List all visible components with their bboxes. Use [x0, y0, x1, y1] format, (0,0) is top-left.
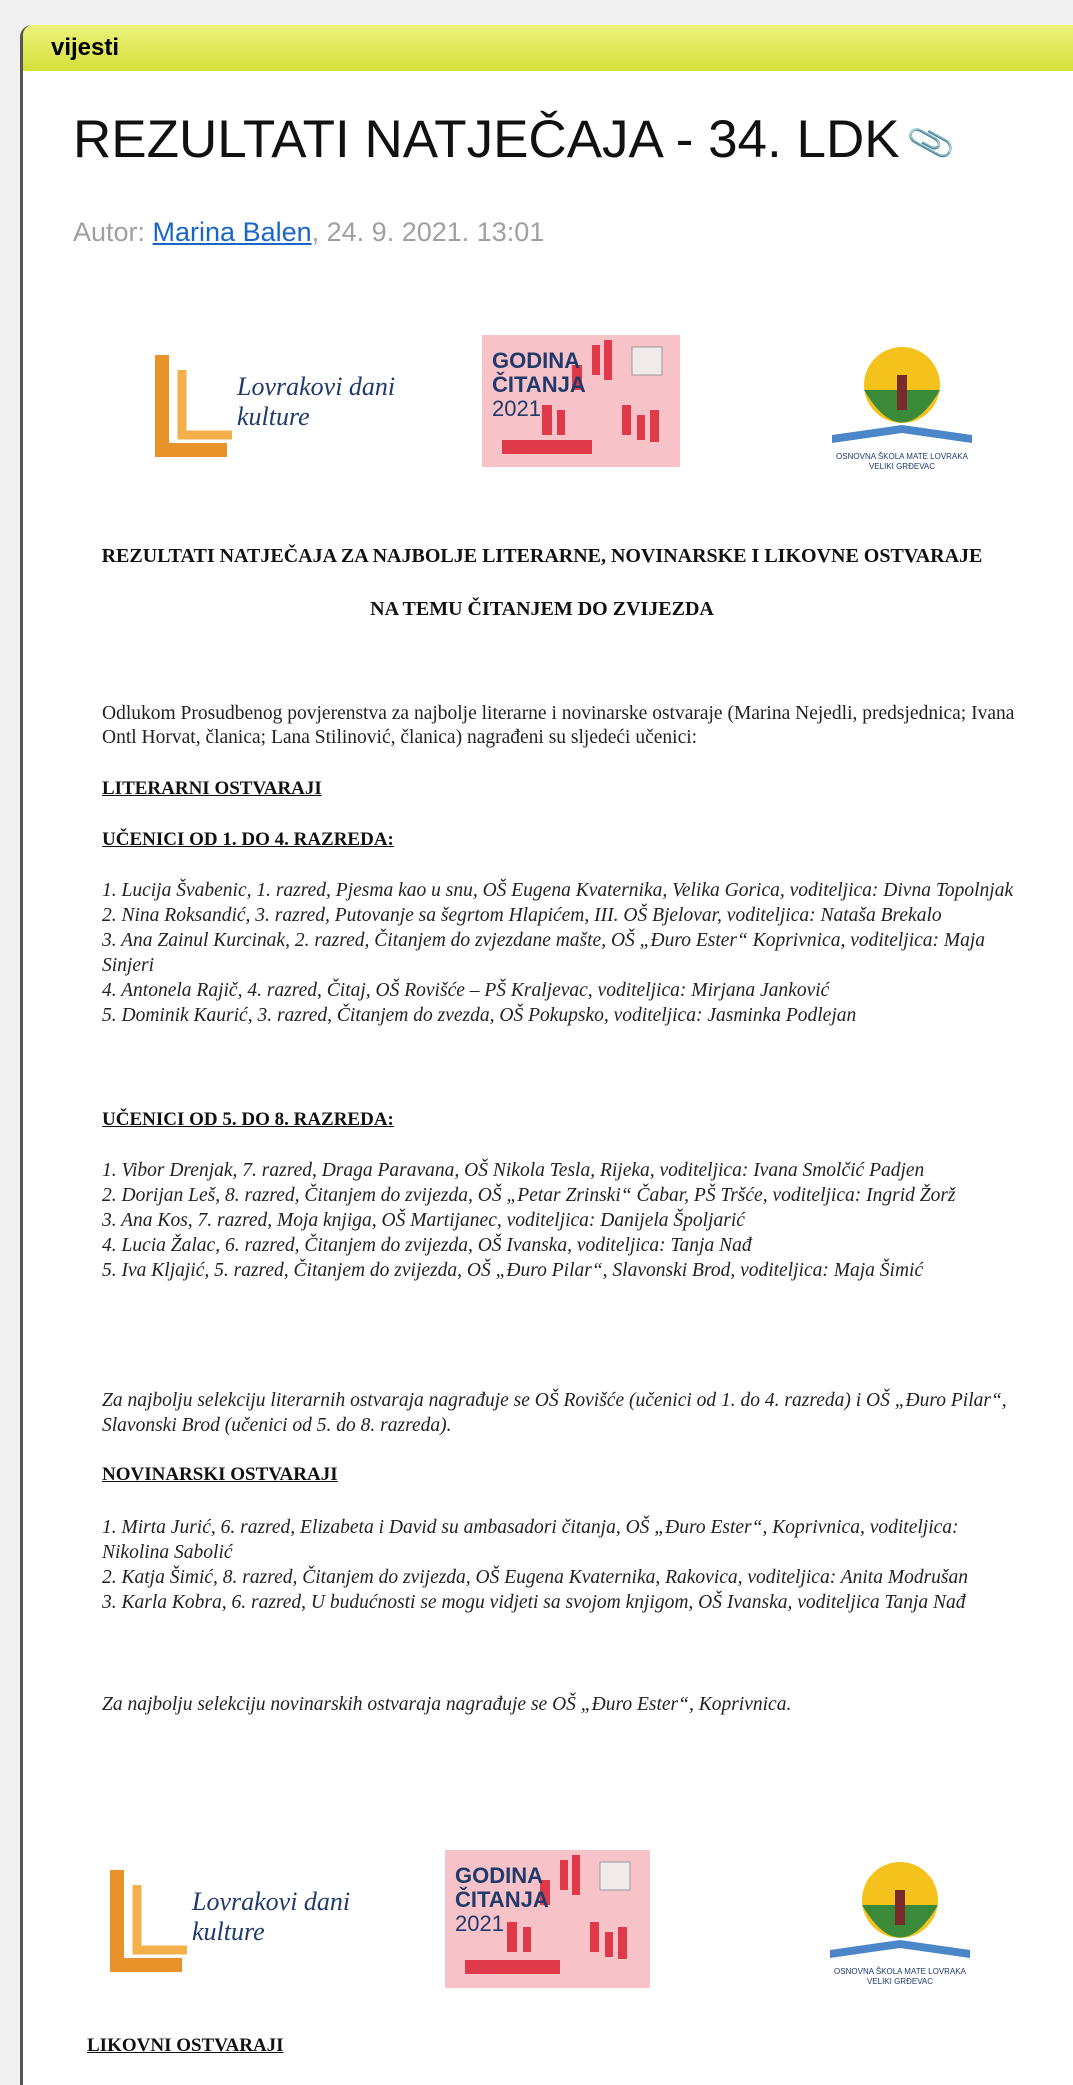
news-panel: [20, 25, 1073, 2085]
ldk-logo-bottom-line1: Lovrakovi dani: [192, 1887, 351, 1916]
document-intro: Odlukom Prosudbenog povjerenstva za najbolje literarne i novinarske ostvaraje (Marina Nejedli, predsjednica; Ivana Ontl Horvat, članica; Lana Stilinović, članica) nagrađeni su sljedeći učenici:: [102, 703, 1015, 748]
post-title-text: REZULTATI NATJEČAJA - 34. LDK: [73, 110, 900, 169]
godina-citanja-text-bottom: [455, 1864, 549, 1936]
ldk-logo-line2: kulture: [237, 402, 310, 431]
godina-citanja-logo: [482, 335, 680, 467]
list-item: 2. Nina Roksandić, 3. razred, Putovanje sa šegrtom Hlapićem, III. OŠ Bjelovar, voditeljica: Nataša Brekalo: [102, 905, 942, 926]
gc-bottom-line1: GODINA: [455, 1863, 543, 1888]
list-item: 1. Lucija Švabenic, 1. razred, Pjesma kao u snu, OŠ Eugena Kvaternika, Velika Gorica, voditeljica: Divna Topolnjak: [102, 880, 1014, 901]
list-item: 1. Vibor Drenjak, 7. razred, Draga Paravana, OŠ Nikola Tesla, Rijeka, voditeljica: Ivana Smolčić Padjen: [102, 1160, 925, 1181]
godina-citanja-logo-bottom: [445, 1850, 650, 1988]
ldk-logo-bottom-line2: kulture: [192, 1917, 265, 1946]
selekcija-literarni: Za najbolju selekciju literarnih ostvaraja nagrađuje se OŠ Rovišće (učenici od 1. do 4. razreda) i OŠ „Đuro Pilar“, Slavonski Brod (učenici od 5. do 8. razreda).: [102, 1390, 1007, 1436]
subsection-1-4: UČENICI OD 1. DO 4. RAZREDA:: [102, 829, 394, 850]
selekcija-novinarski: Za najbolju selekciju novinarskih ostvaraja nagrađuje se OŠ „Đuro Ester“, Koprivnica.: [102, 1694, 792, 1715]
school-logo-bottom-line1: OSNOVNA ŠKOLA MATE LOVRAKA: [834, 1967, 966, 1976]
school-logo-bottom-line2: VELIKI GRĐEVAC: [866, 1977, 934, 1986]
list-5-8: [102, 1158, 1022, 1283]
list-item: 2. Dorijan Leš, 8. razred, Čitanjem do zvijezda, OŠ „Petar Zrinski“ Čabar, PŠ Tršće, voditeljica: Ingrid Žorž: [102, 1185, 956, 1206]
subsection-5-8: UČENICI OD 5. DO 8. RAZREDA:: [102, 1109, 394, 1130]
section-likovni: LIKOVNI OSTVARAJI: [87, 2035, 284, 2056]
list-item: 1. Mirta Jurić, 6. razred, Elizabeta i David su ambasadori čitanja, OŠ „Đuro Ester“, Koprivnica, voditeljica: Nikolina Sabolić: [102, 1517, 959, 1563]
list-item: 5. Dominik Kaurić, 3. razred, Čitanjem do zvezda, OŠ Pokupsko, voditeljica: Jasminka Podlejan: [102, 1005, 857, 1026]
paperclip-icon[interactable]: 📎: [904, 117, 958, 169]
lovrakovi-dani-kulture-logo-bottom: [92, 1855, 351, 1985]
byline-prefix: Autor:: [73, 217, 153, 247]
post-byline: [73, 217, 544, 248]
section-literarni: LITERARNI OSTVARAJI: [102, 778, 322, 799]
author-link[interactable]: Marina Balen: [152, 217, 312, 247]
ldk-logo-line1: Lovrakovi dani: [237, 372, 396, 401]
document-heading-2: NA TEMU ČITANJEM DO ZVIJEZDA: [370, 598, 714, 620]
os-mate-lovraka-logo-bottom: [800, 1850, 1000, 1990]
school-logo-line2: VELIKI GRĐEVAC: [868, 462, 936, 471]
list-item: 4. Antonela Rajič, 4. razred, Čitaj, OŠ Rovišće – PŠ Kraljevac, voditeljica: Mirjana Janković: [102, 980, 830, 1001]
category-label[interactable]: vijesti: [51, 34, 120, 61]
list-1-4: [102, 878, 1022, 1028]
lovrakovi-dani-kulture-logo: [137, 340, 396, 470]
list-item: 5. Iva Kljajić, 5. razred, Čitanjem do zvijezda, OŠ „Đuro Pilar“, Slavonski Brod, voditeljica: Maja Šimić: [102, 1260, 924, 1281]
gc-bottom-line2: ČITANJA: [455, 1887, 549, 1912]
gc-year: 2021: [492, 396, 541, 421]
gc-line2: ČITANJA: [492, 372, 586, 397]
list-item: 3. Ana Kos, 7. razred, Moja knjiga, OŠ Martijanec, voditeljica: Danijela Špoljarić: [102, 1210, 745, 1231]
os-mate-lovraka-logo: [802, 335, 1002, 475]
list-novinarski: [102, 1515, 1022, 1615]
post-date: , 24. 9. 2021. 13:01: [311, 217, 545, 247]
section-novinarski: NOVINARSKI OSTVARAJI: [102, 1464, 338, 1485]
list-item: 3. Karla Kobra, 6. razred, U budućnosti se mogu vidjeti sa svojom knjigom, OŠ Ivanska, voditeljica Tanja Nađ: [102, 1592, 966, 1613]
document-heading-1: REZULTATI NATJEČAJA ZA NAJBOLJE LITERARNE, NOVINARSKE I LIKOVNE OSTVARAJE: [101, 545, 983, 567]
school-logo-line1: OSNOVNA ŠKOLA MATE LOVRAKA: [836, 452, 968, 461]
godina-citanja-text: [492, 349, 586, 421]
gc-line1: GODINA: [492, 348, 580, 373]
list-item: 3. Ana Zainul Kurcinak, 2. razred, Čitanjem do zvjezdane mašte, OŠ „Đuro Ester“ Koprivnica, voditeljica: Maja Sinjeri: [102, 930, 986, 976]
gc-bottom-year: 2021: [455, 1911, 504, 1936]
list-item: 2. Katja Šimić, 8. razred, Čitanjem do zvijezda, OŠ Eugena Kvaternika, Rakovica, voditeljica: Anita Modrušan: [102, 1567, 969, 1588]
list-item: 4. Lucia Žalac, 6. razred, Čitanjem do zvijezda, OŠ Ivanska, voditeljica: Tanja Nađ: [102, 1235, 752, 1256]
category-bar: [23, 25, 1073, 71]
post-title: [73, 109, 958, 170]
